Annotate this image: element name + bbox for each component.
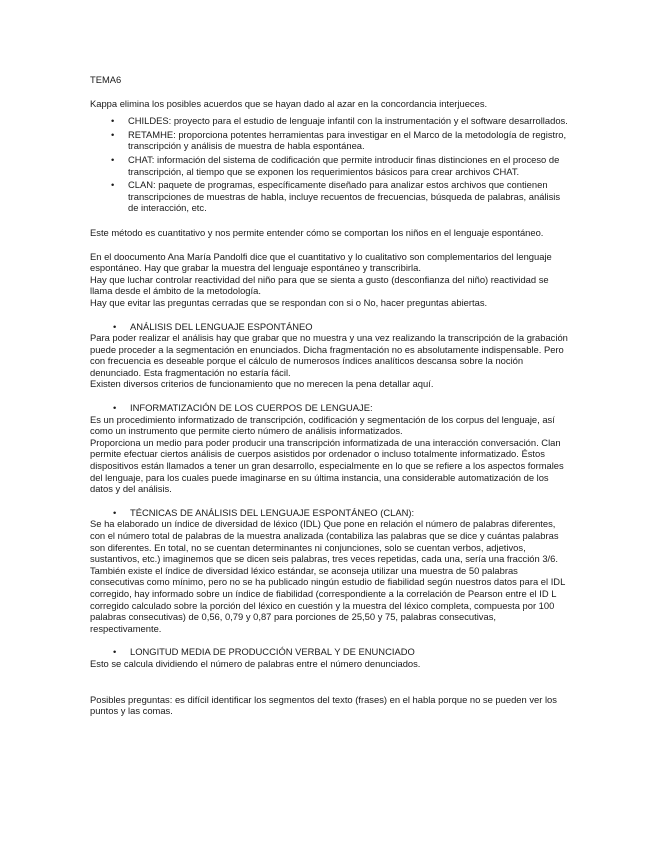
list-item: • RETAMHE: proporciona potentes herramientas para investigar en el Marco de la metodología de registro, transcripción y análisis de muestra de habla espontánea. xyxy=(111,128,567,152)
questions-paragraph: Hay que evitar las preguntas cerradas que se respondan con si o No, hacer preguntas abiertas. xyxy=(90,296,488,308)
bullet-icon: • xyxy=(113,506,117,518)
tools-list xyxy=(90,115,568,214)
section-heading-informatizacion: • INFORMATIZACIÓN DE LOS CUERPOS DE LENGUAJE: xyxy=(113,402,373,414)
intro-paragraph: Kappa elimina los posibles acuerdos que se hayan dado al azar en la concordancia interjueces. xyxy=(90,97,488,109)
section-body: Esto se calcula dividiendo el número de palabras entre el número denunciados. xyxy=(90,657,421,669)
document-page xyxy=(90,74,568,717)
section-heading-tecnicas: • TÉCNICAS DE ANÁLISIS DEL LENGUAJE ESPONTÁNEO (CLAN): xyxy=(113,506,415,518)
section-heading-analisis: • ANÁLISIS DEL LENGUAJE ESPONTÁNEO xyxy=(113,320,313,332)
list-item: • CHAT: información del sistema de codificación que permite introducir finas distinciones en el proceso de transcripción, al tiempo que se exponen los requerimientos básicos para crear archivos CHAT. xyxy=(111,153,560,177)
document-title: TEMA6 xyxy=(90,74,122,85)
closing-paragraph: Posibles preguntas: es difícil identificar los segmentos del texto (frases) en el habla porque no se pueden ver los puntos y las comas. xyxy=(90,693,557,717)
section-body: Se ha elaborado un índice de diversidad de léxico (IDL) Que pone en relación el número de palabras diferentes, con el número total de palabras de la muestra analizada (contabiliza las palabras que se dice y cuántas palabras son diferentes. En total, no se cuentan determinantes ni conjunciones, solo se cuentan verbos, adjetivos, sustantivos, etc.) imaginemos que se dicen seis palabras, tres veces repetidas, cada una, sería una fracción 3/6. xyxy=(90,518,559,565)
bullet-icon: • xyxy=(113,646,117,658)
bullet-icon: • xyxy=(111,115,115,127)
bullet-icon: • xyxy=(113,320,117,332)
bullet-icon: • xyxy=(111,128,115,140)
method-paragraph: Este método es cuantitativo y nos permite entender cómo se comportan los niños en el lenguaje espontáneo. xyxy=(90,226,544,238)
list-item: • CLAN: paquete de programas, específicamente diseñado para analizar estos archivos que contienen transcripciones de muestras de habla, incluye recuentos de frecuencias, búsqueda de palabras, análisis de interacción, etc. xyxy=(111,179,561,214)
section-body: Para poder realizar el análisis hay que grabar que no muestra y una vez realizando la transcripción de la grabación puede proceder a la segmentación en enunciados. Dicha fragmentación no es absolutamente indispensable. Pero con frecuencia es deseable porque el cálculo de numerosos índices analíticos descansa sobre la noción denunciado. Esta fragmentación no estaría fácil. xyxy=(90,332,568,378)
bullet-icon: • xyxy=(113,402,117,414)
bullet-icon: • xyxy=(111,153,115,165)
section-body: También existe el índice de diversidad léxico estándar, se aconseja utilizar una muestra de 50 palabras consecutivas como mínimo, pero no se ha publicado ningún estudio de fiabilidad según nuestros datos para el IDL corregido, hay informado sobre un índice de fiabilidad (correspondiente a la correlación de Pearson entre el ID L corregido calculado sobre la porción del léxico en cuestión y la muestra del léxico completa, compuesta por 100 palabras consecutivas) de 0,56, 0,79 y 0,87 para porciones de 25,50 y 75, palabras consecutivas, respectivamente. xyxy=(90,564,565,634)
bullet-icon: • xyxy=(111,179,115,191)
reactivity-paragraph: Hay que luchar controlar reactividad del niño para que se sienta a gusto (desconfianza del niño) reactividad se llama desde el ámbito de la metodología. xyxy=(90,273,549,297)
section-body: Proporciona un medio para poder producir una transcripción informatizada de una interacción conversación. Clan permite efectuar ciertos análisis de cuerpos asistidos por ordenador o incluso totalmente informatizado. Éstos dispositivos están llamados a tener un gran desarrollo, especialmente en lo que se refiere a los aspectos formales del lenguaje, para los cuales puede imaginarse en su última instancia, una considerable automatización de los datos y del análisis. xyxy=(90,436,564,495)
section-heading-longitud: • LONGITUD MEDIA DE PRODUCCIÓN VERBAL Y DE ENUNCIADO xyxy=(113,646,415,658)
document-paragraph: En el doocumento Ana María Pandolfi dice que el cuantitativo y lo cualitativo son complementarios del lenguaje espontáneo. Hay que grabar la muestra del lenguaje espontáneo y transcribirla. xyxy=(90,250,552,274)
section-body: Existen diversos criterios de funcionamiento que no merecen la pena detallar aquí. xyxy=(90,378,434,390)
section-body: Es un procedimiento informatizado de transcripción, codificación y segmentación de los corpus del lenguaje, así como un instrumento que permite cierto número de análisis informatizados. xyxy=(90,413,555,437)
list-item: • CHILDES: proyecto para el estudio de lenguaje infantil con la instrumentación y el software desarrollados. xyxy=(111,115,568,127)
